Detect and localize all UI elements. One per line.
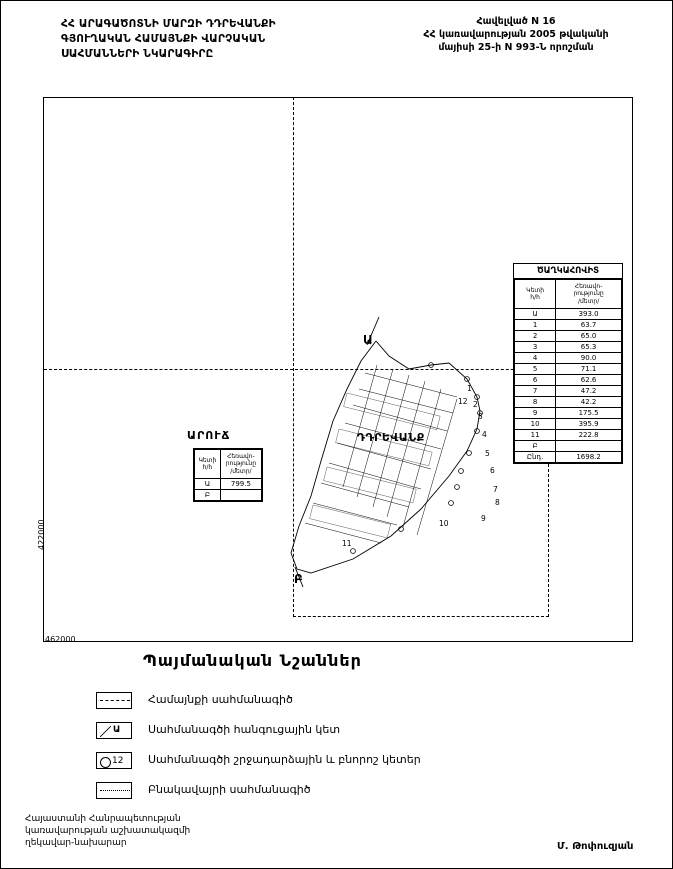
settlement-outline (291, 341, 480, 573)
cell-point: 9 (515, 408, 556, 419)
legend-mark-2: Ա (113, 725, 121, 735)
cell-point: 2 (515, 331, 556, 342)
vertex-number-1: 1 (467, 384, 472, 393)
cell-distance: 395.9 (556, 419, 622, 430)
decree-line-1: ՀՀ կառավարության 2005 թվականի (423, 29, 609, 40)
cell-point: 7 (515, 386, 556, 397)
cell-distance: 71.1 (556, 364, 622, 375)
cell-distance: 175.5 (556, 408, 622, 419)
col-header-point-left: Կետի հ/հ (195, 450, 221, 479)
cell-point: Բ (515, 441, 556, 452)
legend-item-settlement-boundary (96, 779, 566, 809)
document-title-left (61, 17, 351, 62)
cell-point: 6 (515, 375, 556, 386)
legend-label-1: Համայնքի սահմանագիծ (148, 693, 293, 706)
decree-line-2: մայիսի 25-ի N 993-Ն որոշման (438, 42, 594, 53)
cell-distance (220, 490, 261, 501)
col-header-point-right: Կետի հ/հ (515, 280, 556, 309)
footer-signatory-title (25, 813, 190, 849)
cell-distance: 63.7 (556, 320, 622, 331)
vertex-number-6: 6 (490, 466, 495, 475)
legend-label-4: Բնակավայրի սահմանագիծ (148, 783, 311, 796)
cell-distance: 799.5 (220, 479, 261, 490)
legend-swatch-1 (96, 692, 132, 709)
cell-point: 5 (515, 364, 556, 375)
cell-total-label: Ընդ. (515, 452, 556, 463)
table-row (195, 490, 262, 501)
table-row (195, 479, 262, 490)
cell-point: 11 (515, 430, 556, 441)
legend-label-2: Սահմանագծի հանգուցային կետ (148, 723, 341, 736)
col-header-distance-right: Հեռավո- րությունը /մետր/ (556, 280, 622, 309)
dotted-line-icon (100, 790, 130, 791)
footer-signatory-name: Մ. Թոփուզյան (557, 841, 634, 852)
cell-point: 3 (515, 342, 556, 353)
distance-table-aruch (193, 448, 263, 502)
cell-distance: 222.8 (556, 430, 622, 441)
legend-swatch-4 (96, 782, 132, 799)
vertex-number-10: 10 (439, 519, 449, 528)
legend-swatch-2 (96, 722, 132, 739)
turning-point-icon (100, 757, 111, 768)
legend-label-3: Սահմանագծի շրջադարձային և բնորոշ կետեր (148, 753, 421, 766)
legend-swatch-3 (96, 752, 132, 769)
legend (96, 689, 566, 809)
village-plan-sketch (281, 301, 571, 591)
col-header-distance-left: Հեռավո- րությունը /մետր/ (220, 450, 261, 479)
table-left (194, 449, 262, 501)
boundary-vertices (351, 363, 483, 554)
footer-line-1: Հայաստանի Հանրապետության (25, 814, 181, 824)
vertex-number-4: 4 (482, 430, 487, 439)
cell-total-value: 1698.2 (556, 452, 622, 463)
cell-point: 10 (515, 419, 556, 430)
vertex-number-12: 12 (458, 397, 468, 406)
legend-title: Պայմանական Նշաններ (143, 651, 362, 670)
point-b-label: Բ (294, 572, 303, 586)
cell-point: 8 (515, 397, 556, 408)
title-line-2: ԳՅՈՒՂԱԿԱՆ ՀԱՄԱՅՆՔԻ ՎԱՐՉԱԿԱՆ (61, 33, 266, 45)
cell-distance: 65.0 (556, 331, 622, 342)
footer-line-3: ղեկավար-նախարար (25, 838, 127, 848)
cell-point: 4 (515, 353, 556, 364)
vertex-number-9: 9 (481, 514, 486, 523)
legend-item-node-point (96, 719, 566, 749)
village-name-label: ԴԴՐԵՎԱՆՔ (357, 431, 425, 444)
legend-item-community-boundary (96, 689, 566, 719)
cell-distance: 62.6 (556, 375, 622, 386)
parcel-blocks (310, 393, 441, 538)
coordinate-y-label: 422000 (37, 519, 46, 550)
dashed-line-icon (100, 700, 130, 701)
title-line-3: ՍԱՀՄԱՆՆԵՐԻ ՆԿԱՐԱԳԻՐԸ (61, 48, 214, 60)
annex-number: Հավելված N 16 (476, 16, 556, 27)
cell-distance: 42.2 (556, 397, 622, 408)
cell-point: 1 (515, 320, 556, 331)
vertex-number-3: 3 (478, 412, 483, 421)
cell-distance: 393.0 (556, 309, 622, 320)
vertex-number-7: 7 (493, 485, 498, 494)
cell-distance: 47.2 (556, 386, 622, 397)
footer-line-2: կառավարության աշխատակազմի (25, 826, 191, 836)
vertex-number-8: 8 (495, 498, 500, 507)
cell-point: Ա (195, 479, 221, 490)
community-boundary-horizontal-bottom (293, 616, 549, 617)
vertex-number-11: 11 (342, 539, 352, 548)
document-reference (381, 15, 651, 54)
vertex-number-2: 2 (473, 400, 478, 409)
vertex-number-5: 5 (485, 449, 490, 458)
cell-distance: 90.0 (556, 353, 622, 364)
coordinate-x-label: 462000 (45, 635, 76, 644)
cell-point: Բ (195, 490, 221, 501)
table-caption-right: ԾԱՂԿԱՀՈՎԻՏ (514, 264, 622, 279)
cell-point: Ա (515, 309, 556, 320)
table-caption-left: ԱՐՈՒՃ (187, 429, 231, 442)
boundary-point-icon (100, 726, 111, 737)
cell-distance: 65.3 (556, 342, 622, 353)
legend-item-turning-point (96, 749, 566, 779)
point-a-label: Ա (363, 333, 373, 347)
title-line-1: ՀՀ ԱՐԱԳԱԾՈՏՆԻ ՄԱՐԶԻ ԴԴՐԵՎԱՆՔԻ (61, 18, 276, 30)
legend-mark-3: 12 (112, 756, 124, 766)
